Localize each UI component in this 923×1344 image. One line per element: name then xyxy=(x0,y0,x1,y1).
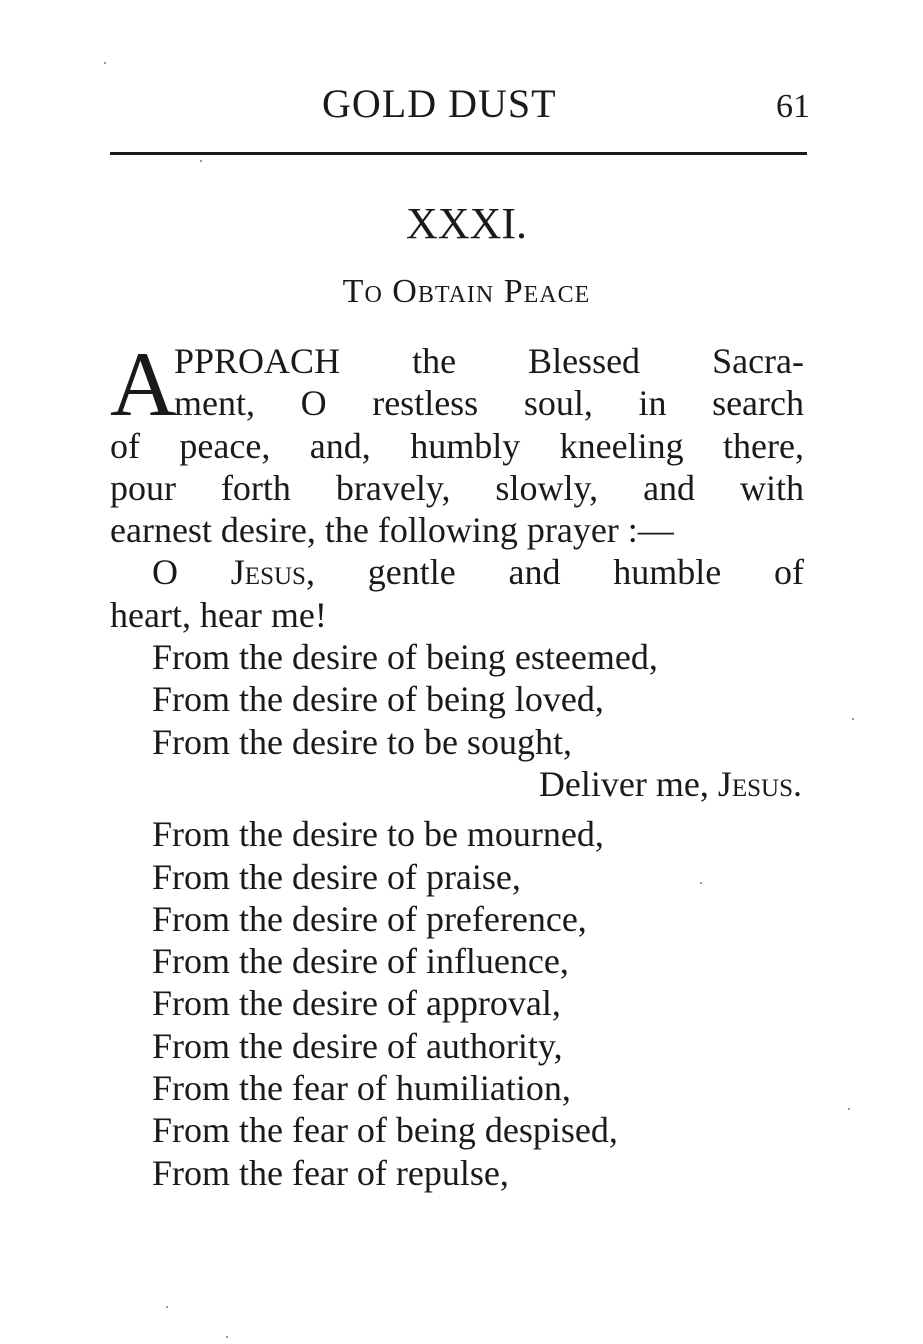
running-title: GOLD DUST xyxy=(322,81,557,126)
litany-line: From the desire to be mourned, xyxy=(152,814,604,855)
litany-line: From the fear of being despised, xyxy=(152,1110,618,1151)
litany-line: From the fear of humiliation, xyxy=(152,1068,571,1109)
scan-speck xyxy=(200,160,202,162)
scan-speck xyxy=(848,1108,850,1110)
litany-line: From the desire of being loved, xyxy=(152,679,604,720)
intro-line: pour forth bravely, slowly, and with xyxy=(110,467,804,508)
intro-line: PPROACH the Blessed Sacra- xyxy=(174,341,804,381)
invocation-paragraph xyxy=(110,551,804,636)
body-text xyxy=(110,333,805,1194)
header-rule xyxy=(110,152,807,155)
invocation-name: Jesus, xyxy=(230,552,315,593)
litany-line: From the desire of praise, xyxy=(152,856,521,897)
litany-response xyxy=(110,763,804,805)
invocation-line xyxy=(152,551,804,593)
stanza-gap xyxy=(110,805,804,813)
litany-group-1 xyxy=(110,636,804,805)
chapter-number: XXXI. xyxy=(406,199,527,248)
intro-line: earnest desire, the following prayer :— xyxy=(110,510,674,551)
drop-cap: A xyxy=(110,333,177,435)
litany-line: From the desire of preference, xyxy=(152,898,587,939)
scan-speck xyxy=(166,1306,168,1308)
response-text: Deliver me, xyxy=(538,763,718,804)
litany-line: From the desire of being esteemed, xyxy=(152,637,658,678)
page-number: 61 xyxy=(776,88,810,125)
invocation-lead: O xyxy=(152,552,231,593)
invocation-line: heart, hear me! xyxy=(110,594,327,635)
intro-line: of peace, and, humbly kneeling there, xyxy=(110,425,804,466)
intro-line: ment, O restless soul, in search xyxy=(174,383,804,424)
response-name: Jesus. xyxy=(717,763,802,804)
scan-speck xyxy=(226,1336,228,1338)
litany-group-2 xyxy=(110,813,804,1194)
scan-speck xyxy=(104,62,106,64)
litany-line: From the desire of influence, xyxy=(152,941,569,982)
litany-line: From the fear of repulse, xyxy=(152,1152,509,1193)
intro-paragraph xyxy=(110,333,804,551)
litany-line: From the desire of approval, xyxy=(152,983,561,1024)
scan-speck xyxy=(852,718,854,720)
litany-line: From the desire of authority, xyxy=(152,1025,563,1066)
scan-speck xyxy=(700,882,702,884)
invocation-rest: gentle and humble of xyxy=(314,552,805,593)
litany-line: From the desire to be sought, xyxy=(152,721,572,762)
chapter-title: To Obtain Peace xyxy=(342,273,591,310)
